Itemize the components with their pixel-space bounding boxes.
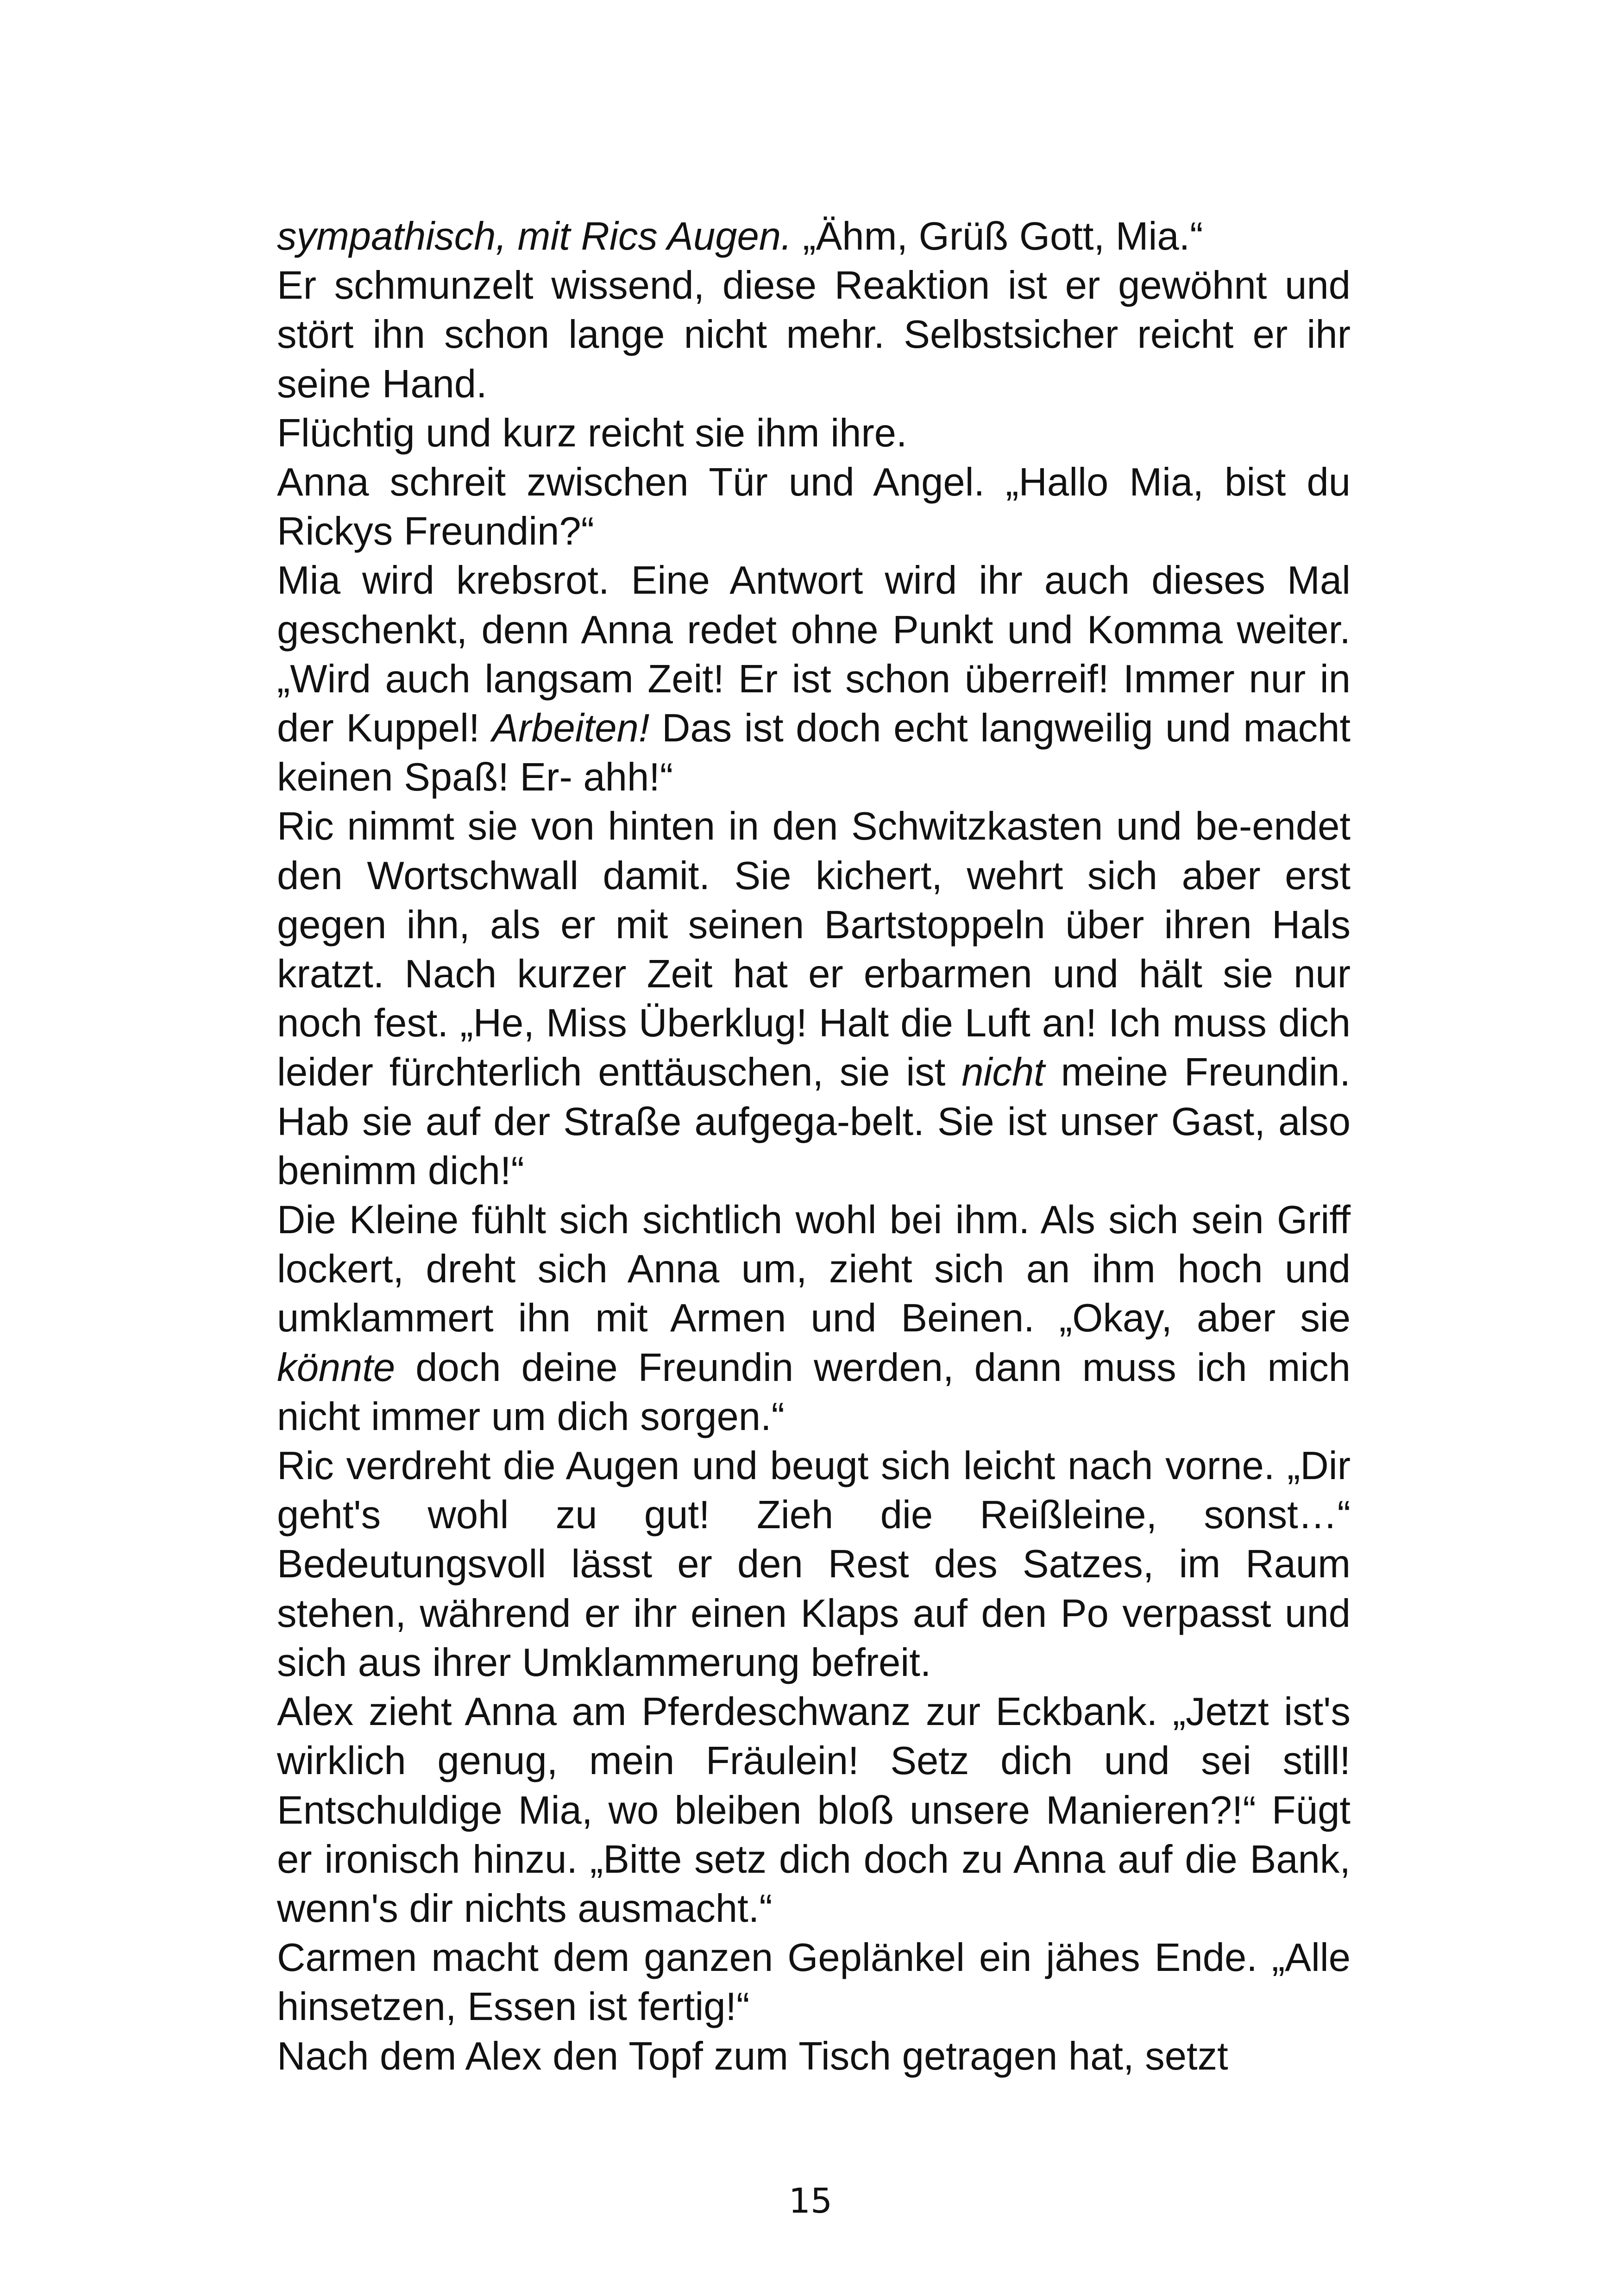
page-number: 15 [788,2181,833,2221]
text-segment: Das ist doch echt langweilig und macht keinen Spaß! Er- ahh!“ [277,706,1351,800]
text-segment: Flüchtig und kurz reicht sie ihm ihre. [277,411,907,455]
text-segment: doch deine Freundin werden, dann muss ich mich nicht immer um dich sorgen.“ [277,1345,1351,1439]
text-segment: meine Freundin. Hab sie auf der Straße aufgega-belt. Sie ist unser Gast, also benimm dich!“ [277,1050,1351,1193]
paragraph [277,802,1351,1196]
text-segment: „Ähm, Grüß Gott, Mia.“ [792,214,1203,258]
text-segment: Carmen macht dem ganzen Geplänkel ein jähes Ende. „Alle hinsetzen, Essen ist fertig!“ [277,1936,1351,2029]
paragraph [277,1196,1351,1442]
paragraph [277,409,1351,458]
text-segment: Mia wird krebsrot. Eine Antwort wird ihr auch dieses Mal geschenkt, denn Anna redet ohne Punkt und Komma weiter. „Wird auch langsam Zeit! Er ist schon überreif! Immer nur in der Kuppel! [277,558,1351,751]
italic-text: könnte [277,1345,396,1390]
paragraph [277,1933,1351,2032]
text-segment: Anna schreit zwischen Tür und Angel. „Hallo Mia, bist du Rickys Freundin?“ [277,460,1351,554]
text-segment: Alex zieht Anna am Pferdeschwanz zur Eckbank. „Jetzt ist's wirklich genug, mein Fräulein! Setz dich und sei still! Entschuldige Mia, wo bleiben bloß unsere Manieren?!“ Fügt er ironisch hinzu. „Bitte setz dich doch zu Anna auf die Bank, wenn's dir nichts ausmacht.“ [277,1690,1351,1931]
paragraph [277,1442,1351,1687]
text-segment: Ric verdreht die Augen und beugt sich leicht nach vorne. „Dir geht's wohl zu gut! Zieh die Reißleine, sonst…“ Bedeutungsvoll lässt er den Rest des Satzes, im Raum stehen, während er ihr einen Klaps auf den Po verpasst und sich aus ihrer Umklammerung befreit. [277,1444,1351,1685]
paragraph [277,212,1351,261]
paragraph [277,1687,1351,1933]
text-segment: Ric nimmt sie von hinten in den Schwitzkasten und be-endet den Wortschwall damit. Sie kichert, wehrt sich aber erst gegen ihn, als er mit seinen Bartstoppeln über ihren Hals kratzt. Nach kurzer Zeit hat er erbarmen und hält sie nur noch fest. „He, Miss Überklug! Halt die Luft an! Ich muss dich leider fürchterlich enttäuschen, sie ist [277,804,1351,1095]
paragraph [277,556,1351,802]
body-text [277,212,1351,2081]
paragraph [277,2032,1351,2081]
paragraph [277,261,1351,409]
italic-text: sympathisch, mit Rics Augen. [277,214,792,258]
text-segment: Die Kleine fühlt sich sichtlich wohl bei ihm. Als sich sein Griff lockert, dreht sich Anna um, zieht sich an ihm hoch und umklammert ihn mit Armen und Beinen. „Okay, aber sie [277,1198,1351,1341]
text-segment: Nach dem Alex den Topf zum Tisch getragen hat, setzt [277,2034,1228,2078]
italic-text: nicht [961,1050,1045,1095]
text-segment: Er schmunzelt wissend, diese Reaktion ist er gewöhnt und stört ihn schon lange nicht mehr. Selbstsicher reicht er ihr seine Hand. [277,263,1351,406]
paragraph [277,458,1351,556]
italic-text: Arbeiten! [492,706,650,751]
